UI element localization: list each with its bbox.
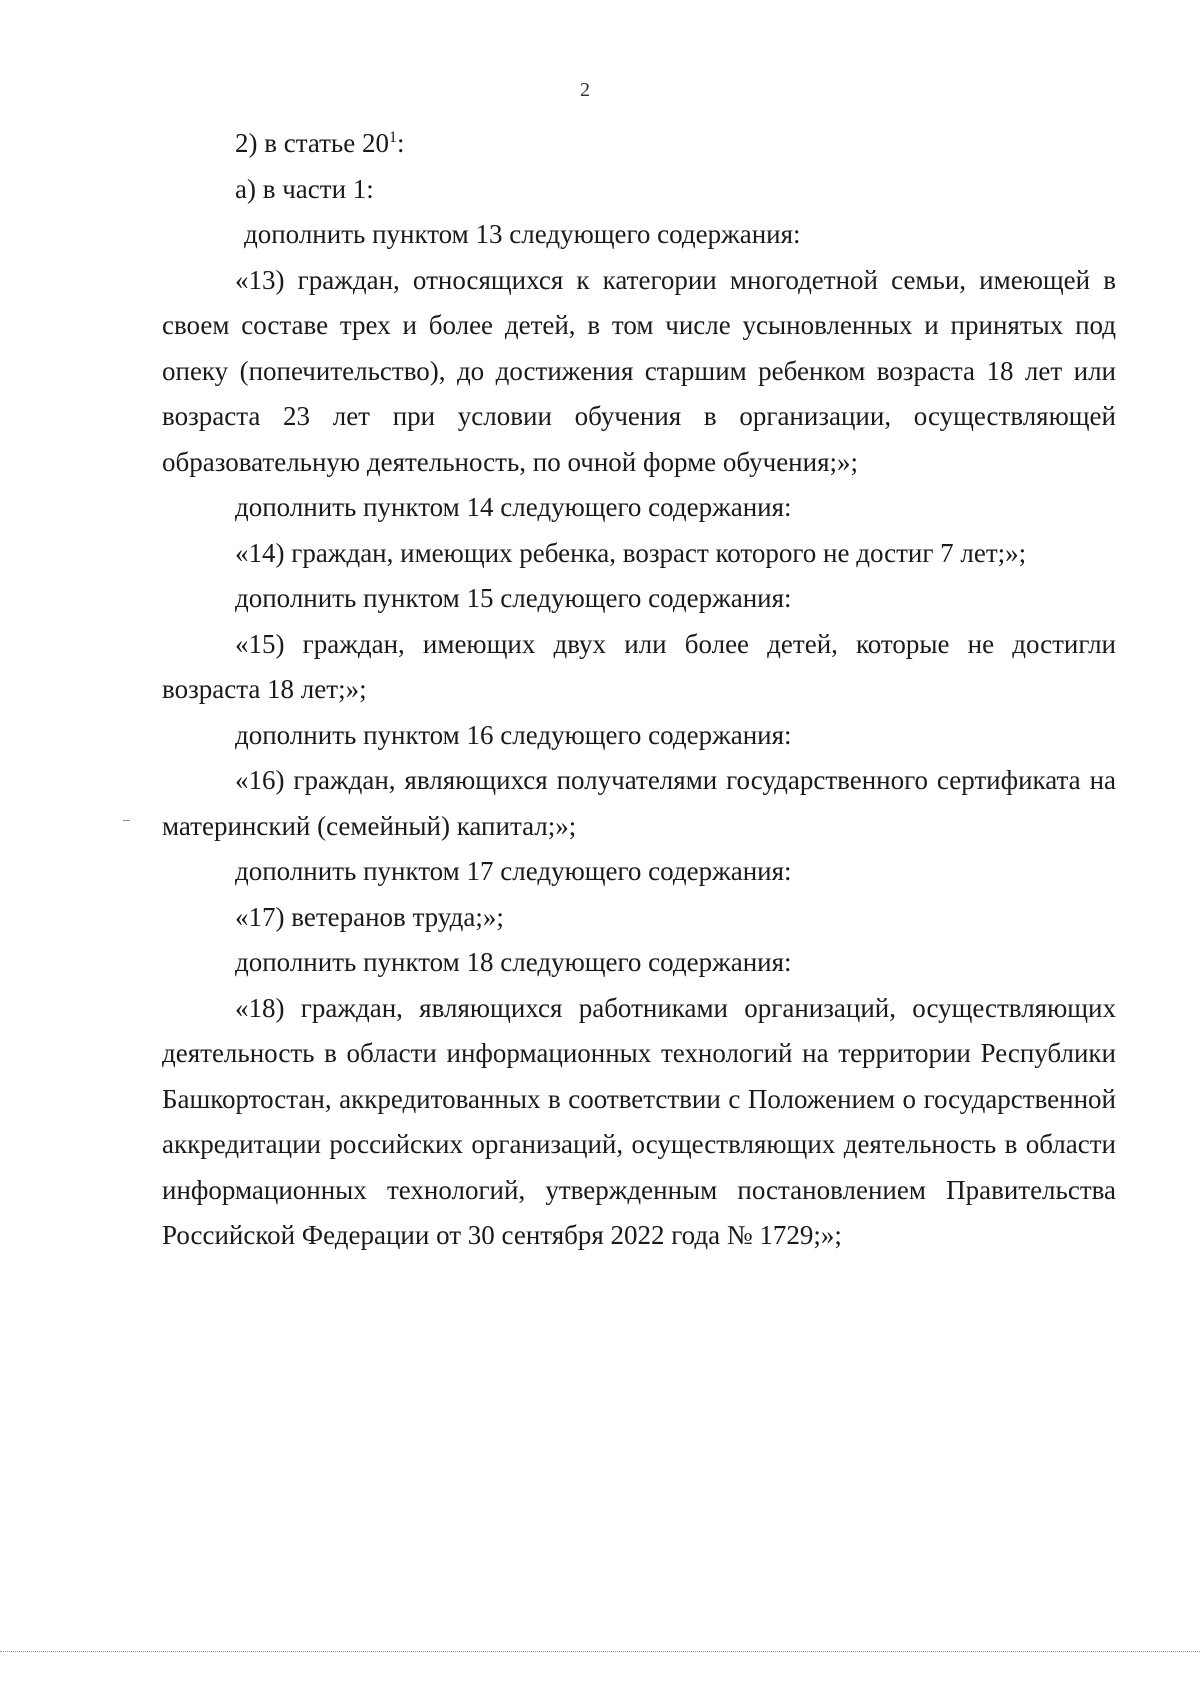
item-2-superscript: 1	[388, 129, 397, 146]
amendment-intro-13: дополнить пунктом 13 следующего содержания:	[244, 219, 801, 249]
page-number: 2	[580, 79, 590, 101]
amendment-text-13: «13) граждан, относящихся к категории многодетной семьи, имеющей в своем составе трех и более детей, в том числе усыновленных и принятых под опеку (попечительство), до достижения старшим ребенком возраста 18 лет или возраста 23 лет при условии обучения в организации, осуществляющей образовательную деятельность, по очной форме обучения;»;	[162, 264, 1116, 477]
scan-bottom-edge	[0, 1651, 1200, 1652]
amendment-text-14: «14) граждан, имеющих ребенка, возраст которого не достиг 7 лет;»;	[235, 537, 1027, 568]
amendment-intro-18: дополнить пунктом 18 следующего содержания:	[235, 947, 792, 977]
amendment-intro-14: дополнить пунктом 14 следующего содержания:	[235, 492, 792, 522]
item-2-heading	[162, 121, 1116, 167]
amendment-text-15: «15) граждан, имеющих двух или более детей, которые не достигли возраста 18 лет;»;	[162, 628, 1116, 704]
amendment-text-16: «16) граждан, являющихся получателями государственного сертификата на материнский (семейный) капитал;»;	[162, 765, 1116, 841]
amendment-intro-15: дополнить пунктом 15 следующего содержания:	[235, 583, 792, 613]
subitem-a-heading: а) в части 1:	[235, 173, 374, 204]
amendment-text-17: «17) ветеранов труда;»;	[235, 901, 504, 932]
amendment-intro-17: дополнить пунктом 17 следующего содержания:	[235, 856, 792, 886]
item-2-suffix: :	[396, 128, 405, 158]
item-2-prefix: 2) в статье 20	[235, 128, 389, 158]
document-body	[162, 121, 1116, 1259]
amendment-text-18: «18) граждан, являющихся работниками организаций, осуществляющих деятельность в области информационных технологий на территории Республики Башкортостан, аккредитованных в соответствии с Положением о государственной аккредитации российских организаций, осуществляющих деятельность в области информационных технологий, утвержденным постановлением Правительства Российской Федерации от 30 сентября 2022 года № 1729;»;	[162, 992, 1116, 1250]
scan-artifact	[123, 820, 130, 821]
amendment-intro-16: дополнить пунктом 16 следующего содержания:	[235, 719, 792, 750]
